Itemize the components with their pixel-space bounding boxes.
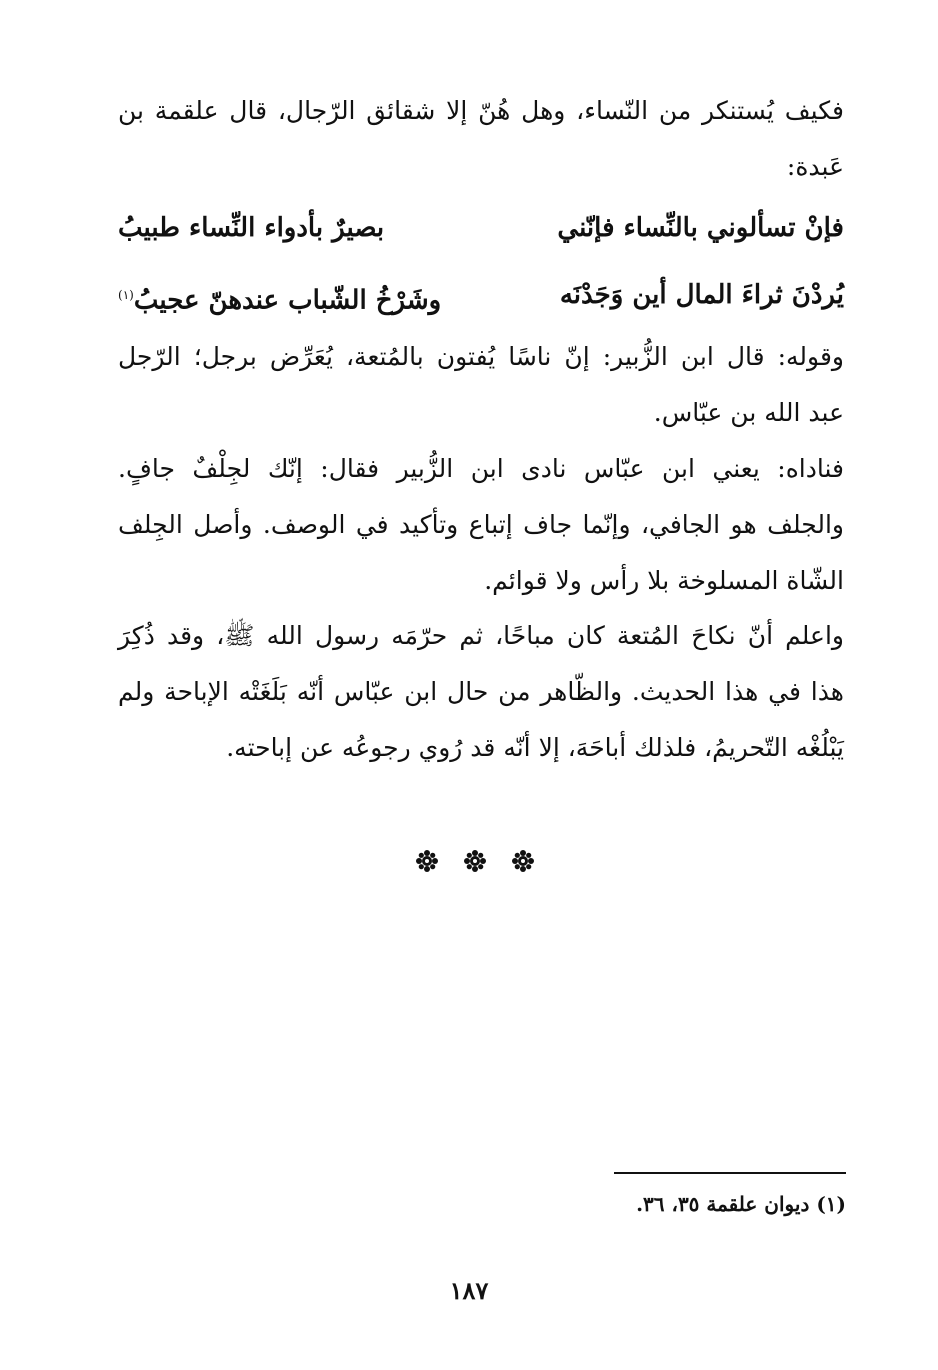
poem-verse-2 — [118, 266, 844, 324]
text-line: يَبْلُغْه التّحريمُ، فلذلك أباحَهَ، إلا أنّه قد رُوي رجوعُه عن إباحته. — [226, 733, 844, 762]
paragraph-mutah — [118, 608, 844, 776]
verse-2-second-text: وشَرْخُ الشّباب عندهنّ عجيبُ — [133, 285, 442, 316]
section-break-ornaments — [415, 846, 535, 876]
text-line: وقوله: قال ابن الزُّبير: إنّ ناسًا يُفتون بالمُتعة، يُعَرِّض برجل؛ الرّجل — [118, 342, 844, 371]
poem-verse-1 — [118, 199, 844, 257]
flower-ornament-icon — [415, 849, 439, 873]
footnote-divider — [614, 1172, 846, 1174]
verse-1-second-hemistich: بصيرٌ بأدواء النِّساء طبيبُ — [118, 213, 385, 243]
text-line: هذا في هذا الحديث. والظّاهر من حال ابن عبّاس أنّه بَلَغَتْه الإباحة ولم — [118, 677, 844, 706]
footnote-marker: (١) — [118, 288, 134, 302]
text-line: واعلم أنّ نكاحَ المُتعة كان مباحًا، ثم حرّمَه رسول الله ﷺ، وقد ذُكِرَ — [118, 621, 844, 650]
flower-ornament-icon — [511, 849, 535, 873]
paragraph-jilf — [118, 441, 844, 609]
verse-1-first-hemistich: فإنْ تسألوني بالنِّساء فإنّني — [557, 213, 844, 243]
paragraph-intro — [118, 83, 844, 195]
text-line: عبد الله بن عبّاس. — [653, 398, 844, 427]
flower-ornament-icon — [463, 849, 487, 873]
text-line: فكيف يُستنكر من النّساء، وهل هُنّ إلا شقائق الرّجال، قال علقمة بن — [118, 96, 844, 125]
paragraph-ibn-zubair — [118, 329, 844, 441]
text-line: عَبدة: — [786, 152, 844, 181]
verse-2-second-hemistich — [118, 266, 441, 330]
text-line: والجلف هو الجافي، وإنّما جاف إتباع وتأكيد في الوصف. وأصل الجِلف — [118, 510, 844, 539]
page-number: ١٨٧ — [449, 1276, 489, 1305]
footnote: (١) ديوان علقمة ٣٥، ٣٦. — [636, 1192, 846, 1216]
text-line: فناداه: يعني ابن عبّاس نادى ابن الزُّبير فقال: إنّك لجِلْفٌ جافٍ. — [118, 454, 844, 483]
text-line: الشّاة المسلوخة بلا رأس ولا قوائم. — [484, 566, 844, 595]
verse-2-first-hemistich: يُردْنَ ثراءَ المال أين وَجَدْنَه — [559, 280, 844, 310]
